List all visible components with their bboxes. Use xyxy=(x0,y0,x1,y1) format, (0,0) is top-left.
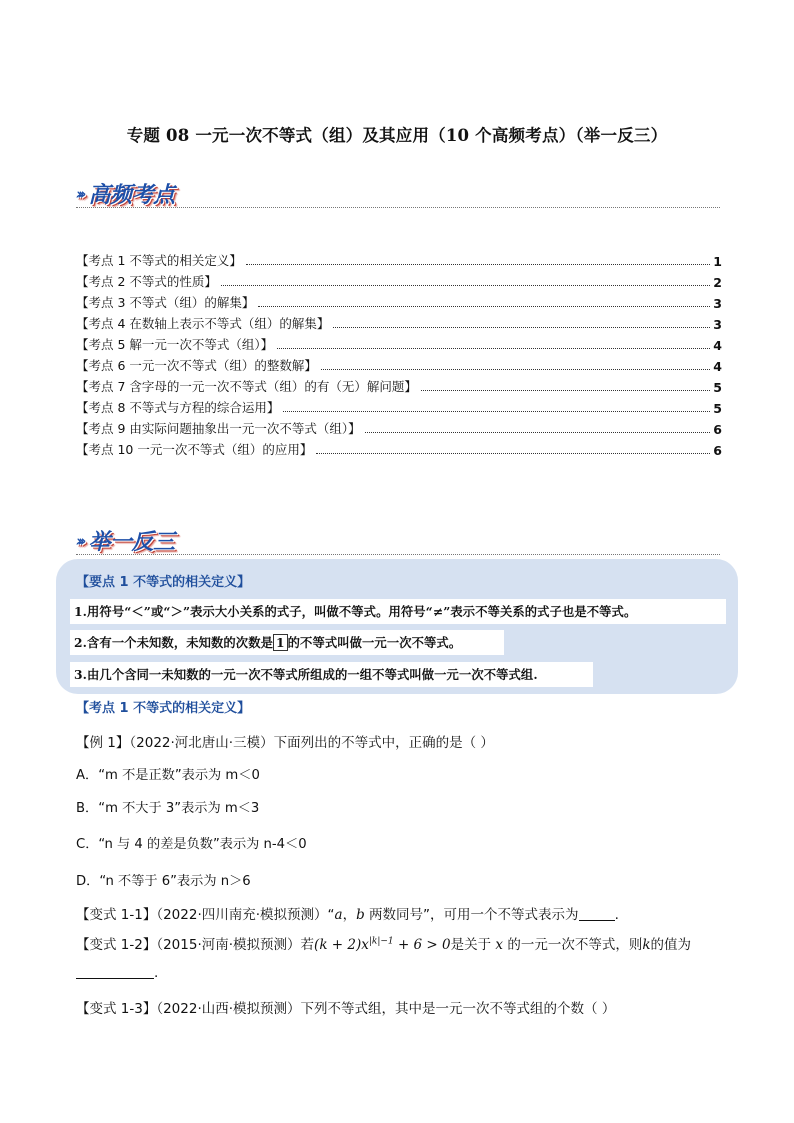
key-point-line-1: 1.用符号“＜”或“＞”表示大小关系的式子，叫做不等式。用符号“≠”表示不等关系的式子也是不等式。 xyxy=(70,599,726,624)
toc-entry-label: 【考点 2 不等式的性质】 xyxy=(76,274,217,289)
variant-question-1-3: 【变式 1-3】（2022·山西·模拟预测）下列不等式组，其中是一元一次不等式组的个数（ ） xyxy=(76,1001,616,1017)
divider xyxy=(76,207,720,208)
toc-page-number: 4 xyxy=(713,359,722,374)
key-point-line-3: 3.由几个含同一未知数的一元一次不等式所组成的一组不等式叫做一元一次不等式组. xyxy=(70,662,593,687)
variant-question-1-2: 【变式 1-2】（2015·河南·模拟预测）若$(k + 2)x^{|k|-1} + 6 > 0$是关于 x 的一元一次不等式，则k的值为 xyxy=(76,936,692,953)
toc-entry[interactable] xyxy=(76,395,722,416)
option-a: A．“m 不是正数”表示为 m＜0 xyxy=(76,768,260,783)
toc-entry-label: 【考点 5 解一元一次不等式（组）】 xyxy=(76,337,274,352)
answer-blank[interactable] xyxy=(76,964,154,979)
toc-entry[interactable] xyxy=(76,269,722,290)
section-banner-high-frequency xyxy=(76,178,175,208)
toc-entry-label: 【考点 10 一元一次不等式（组）的应用】 xyxy=(76,442,313,457)
toc-entry[interactable] xyxy=(76,290,722,311)
table-of-contents xyxy=(76,248,722,458)
option-d: D．“n 不等于 6”表示为 n＞6 xyxy=(76,874,251,889)
toc-page-number: 3 xyxy=(713,317,722,332)
toc-leader-dots xyxy=(277,348,710,349)
toc-entry[interactable] xyxy=(76,374,722,395)
key-point-heading: 【要点 1 不等式的相关定义】 xyxy=(76,575,251,590)
toc-entry[interactable] xyxy=(76,437,722,458)
toc-page-number: 2 xyxy=(713,275,722,290)
banner-label: 举一反三 xyxy=(88,530,175,555)
option-b: B．“m 不大于 3”表示为 m＜3 xyxy=(76,801,260,816)
banner-label: 高频考点 xyxy=(88,183,175,208)
toc-page-number: 1 xyxy=(713,254,722,269)
toc-entry-label: 【考点 6 一元一次不等式（组）的整数解】 xyxy=(76,358,317,373)
toc-page-number: 6 xyxy=(713,422,722,437)
toc-entry[interactable] xyxy=(76,332,722,353)
toc-leader-dots xyxy=(258,306,710,307)
toc-leader-dots xyxy=(421,390,710,391)
toc-page-number: 6 xyxy=(713,443,722,458)
toc-entry-label: 【考点 7 含字母的一元一次不等式（组）的有（无）解问题】 xyxy=(76,379,417,394)
key-point-line-2: 2.含有一个未知数，未知数的次数是 1 的不等式叫做一元一次不等式。 xyxy=(70,630,504,655)
toc-leader-dots xyxy=(321,369,710,370)
toc-leader-dots xyxy=(333,327,710,328)
highlighted-number: 1 xyxy=(273,634,288,651)
toc-page-number: 5 xyxy=(713,401,722,416)
toc-entry[interactable] xyxy=(76,248,722,269)
chevron-right-icon: ››› xyxy=(76,532,83,550)
toc-leader-dots xyxy=(283,411,710,412)
answer-blank[interactable] xyxy=(579,906,615,921)
toc-entry[interactable] xyxy=(76,311,722,332)
toc-entry[interactable] xyxy=(76,353,722,374)
toc-page-number: 3 xyxy=(713,296,722,311)
toc-entry-label: 【考点 3 不等式（组）的解集】 xyxy=(76,295,255,310)
page-title: 专题 08 一元一次不等式（组）及其应用（10 个高频考点）（举一反三） xyxy=(126,126,668,145)
toc-entry[interactable] xyxy=(76,416,722,437)
toc-leader-dots xyxy=(246,264,710,265)
section-banner-examples xyxy=(76,525,175,555)
toc-leader-dots xyxy=(316,453,710,454)
variant-question-1-1: 【变式 1-1】（2022·四川南充·模拟预测）“a，b 两数同号”，可用一个不等式表示为 . xyxy=(76,907,619,923)
toc-page-number: 4 xyxy=(713,338,722,353)
toc-entry-label: 【考点 1 不等式的相关定义】 xyxy=(76,253,242,268)
toc-page-number: 5 xyxy=(713,380,722,395)
divider xyxy=(76,554,720,555)
toc-entry-label: 【考点 4 在数轴上表示不等式（组）的解集】 xyxy=(76,316,330,331)
variant-question-1-2-answer: . xyxy=(76,964,158,981)
toc-entry-label: 【考点 9 由实际问题抽象出一元一次不等式（组）】 xyxy=(76,421,361,436)
toc-entry-label: 【考点 8 不等式与方程的综合运用】 xyxy=(76,400,280,415)
option-c: C．“n 与 4 的差是负数”表示为 n-4＜0 xyxy=(76,837,307,852)
toc-leader-dots xyxy=(221,285,710,286)
toc-leader-dots xyxy=(365,432,711,433)
topic-heading: 【考点 1 不等式的相关定义】 xyxy=(76,701,251,716)
example-question: 【例 1】（2022·河北唐山·三模）下面列出的不等式中，正确的是（ ） xyxy=(76,735,494,751)
chevron-right-icon: ››› xyxy=(76,185,83,203)
